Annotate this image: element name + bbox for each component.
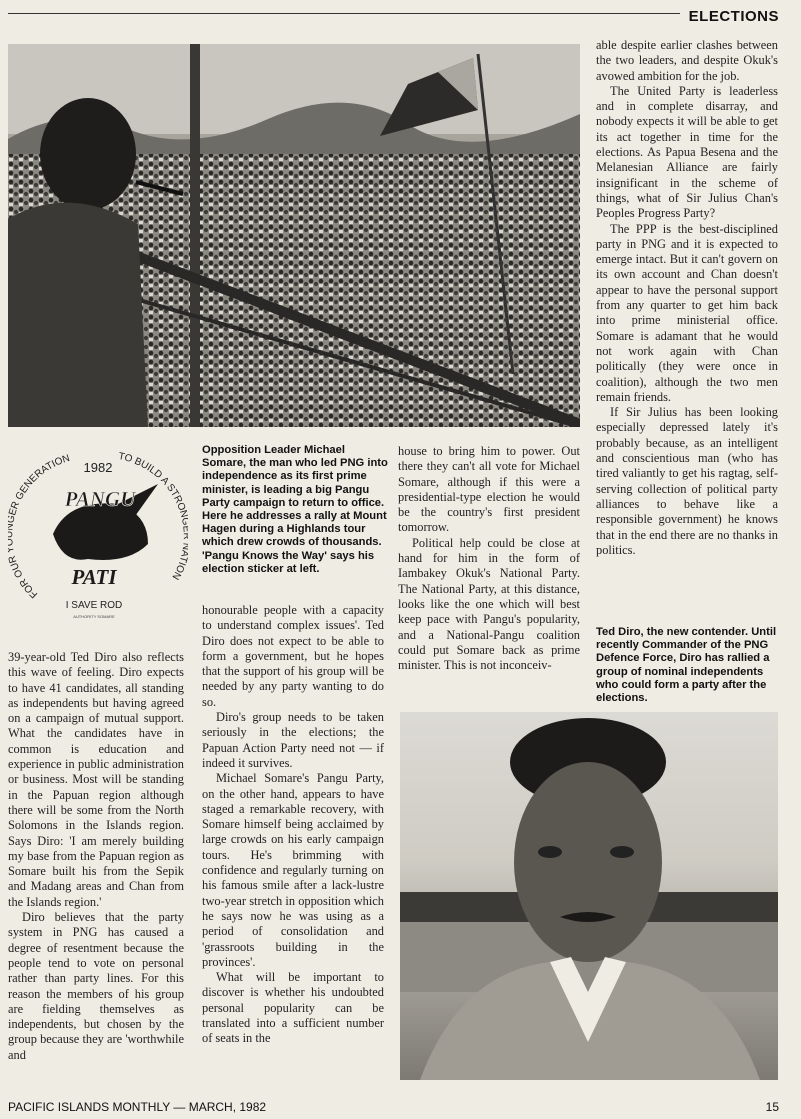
page-number: 15 xyxy=(765,1100,779,1114)
paragraph: house to bring him to power. Out there they can't all vote for Michael Somare, although if this were a presidential-type election he would be the country's first president tomorrow. xyxy=(398,444,580,535)
paragraph: Diro's group needs to be taken seriously in the elections; the Papuan Action Party need not — if indeed it survives. xyxy=(202,710,384,770)
paragraph: If Sir Julius has been looking especially depressed lately it's probably because, as an intelligent and conscientious man (who has tired valiantly to get his ragtag, self-serving collection of political party alliances to behave like a responsible government) he knows that in the end there are no thanks in politics. xyxy=(596,405,778,557)
article-column-1 xyxy=(8,650,184,1063)
paragraph: 39-year-old Ted Diro also reflects this wave of feeling. Diro expects to have 41 candidates, all standing as independents but having agreed on a campaign of mutual support. What the candidates have in common is education and experience in public administration or business. Most will be standing in the Papuan region although there will be some from the North Solomons in the Islands region. Says Diro: 'I am merely building my base from the Papuan region as Somare built his from the Sepik and Madang areas and Chan from the Islands region.' xyxy=(8,650,184,909)
paragraph: Diro believes that the party system in PNG has caused a degree of resentment because the people tend to vote on personal rather than party lines. For this reason the members of his group are fielding themselves as independents, but chosen by the group because they are 'worthwhile and xyxy=(8,910,184,1062)
rally-illustration xyxy=(8,44,580,427)
header-rule xyxy=(8,13,680,14)
paragraph: The PPP is the best-disciplined party in PNG and it is expected to emerge intact. But it can't govern on its own account and Chan doesn't appear to have the personal support from any quarter to get him back into prime ministerial office. Somare is adamant that he would not work again with Chan politically (they were once in coalition), although the two men remain friends. xyxy=(596,221,778,404)
sticker-year: 1982 xyxy=(83,460,113,475)
sticker-slogan: I SAVE ROD xyxy=(65,600,123,611)
section-title: ELECTIONS xyxy=(688,8,779,25)
publication-footer: PACIFIC ISLANDS MONTHLY — MARCH, 1982 xyxy=(8,1100,267,1114)
paragraph: Michael Somare's Pangu Party, on the other hand, appears to have staged a remarkable recovery, with Somare himself being acclaimed by large crowds on his early campaign tours. He's brimming with confidence and regularly turning on his famous smile after a lack-lustre two-year stretch in opposition which he says now he was using as a period of consolidation and 'grassroots building in the provinces'. xyxy=(202,771,384,969)
paragraph: Political help could be close at hand for him in the form of Iambakey Okuk's National Party. The National Party, at this distance, looks like the one which will best keep pace with Pangu's popularity, and a National-Pangu coalition could put Somare back as prime minister. This is not inconceiv- xyxy=(398,535,580,673)
paragraph: able despite earlier clashes between the two leaders, and despite Okuk's avowed ambition for the job. xyxy=(596,38,778,83)
article-column-2 xyxy=(202,603,384,1047)
sticker-authority: AUTHORITY SOMARE xyxy=(73,614,115,619)
rally-caption: Opposition Leader Michael Somare, the man who led PNG into independence as its first prime minister, is leading a big Pangu Party campaign to return to office. Here he addresses a rally at Mount Hagen during a Highlands tour which drew crowds of thousands. 'Pangu Knows the Way' says his election sticker at left. xyxy=(202,444,388,575)
paragraph: The United Party is leaderless and in complete disarray, and nobody expects it will be able to get its act together in time for the elections. As Papua Besena and the Melanesian Alliance are fairly insignificant in the scheme of things, what of Sir Julius Chan's Peoples Progress Party? xyxy=(596,83,778,221)
sticker-arc-left: FOR OUR ER GENERATION xyxy=(8,452,72,600)
pangu-sticker xyxy=(8,444,188,624)
paragraph: honourable people with a capacity to understand complex issues'. Ted Diro does not expect to be able to form a government, but he hopes that the support of his group will be needed by any party wanting to do so. xyxy=(202,603,384,709)
article-column-4 xyxy=(596,38,778,558)
sticker-word-top: PANGU xyxy=(64,487,136,511)
diro-caption: Ted Diro, the new contender. Until recently Commander of the PNG Defence Force, Diro has rallied a group of nominal independents who could form a party after the elections. xyxy=(596,626,777,705)
portrait-illustration xyxy=(400,712,778,1080)
rally-photo xyxy=(8,44,580,427)
sticker-arc-right: TO BUILD A STRO TION xyxy=(117,451,188,582)
diro-photo xyxy=(400,712,778,1080)
sticker-word-bottom: PATI xyxy=(71,565,117,589)
paragraph: What will be important to discover is whether his undoubted personal popularity can be translated into a sufficient number of seats in the xyxy=(202,970,384,1046)
article-column-3 xyxy=(398,444,580,673)
